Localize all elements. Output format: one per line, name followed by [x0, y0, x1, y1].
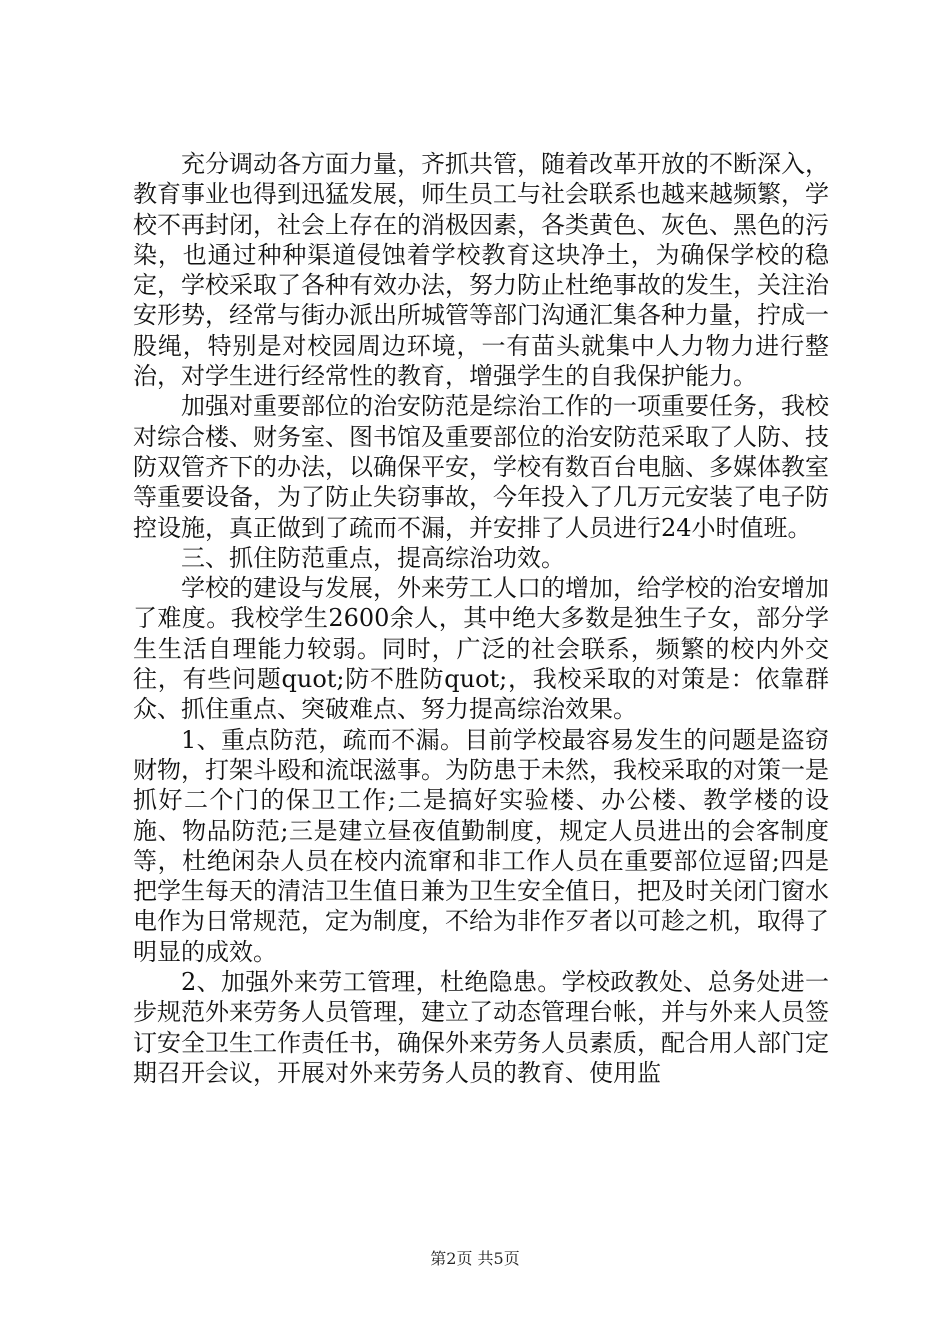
page-number-footer: 第2页 共5页: [430, 1249, 520, 1268]
document-body: [133, 149, 829, 1088]
paragraph-1: 充分调动各方面力量，齐抓共管，随着改革开放的不断深入，教育事业也得到迅猛发展，师生员工与社会联系也越来越频繁，学校不再封闭，社会上存在的消极因素，各类黄色、灰色、黑色的污染，也通过种种渠道侵蚀着学校教育这块净土，为确保学校的稳定，学校采取了各种有效办法，努力防止杜绝事故的发生，关注治安形势，经常与街办派出所城管等部门沟通汇集各种力量，拧成一股绳，特别是对校园周边环境，一有苗头就集中人力物力进行整治，对学生进行经常性的教育，增强学生的自我保护能力。: [133, 150, 829, 391]
paragraph-5: 2、加强外来劳工管理，杜绝隐患。学校政教处、总务处进一步规范外来劳务人员管理，建立了动态管理台帐，并与外来人员签订安全卫生工作责任书，确保外来劳务人员素质，配合用人部门定期召开会议，开展对外来劳务人员的教育、使用监: [133, 968, 829, 1087]
section-heading: 三、抓住防范重点，提高综治功效。: [181, 543, 565, 572]
paragraph-2: 加强对重要部位的治安防范是综治工作的一项重要任务，我校对综合楼、财务室、图书馆及重要部位的治安防范采取了人防、技防双管齐下的办法，以确保平安，学校有数百台电脑、多媒体教室等重要设备，为了防止失窃事故，今年投入了几万元安装了电子防控设施，真正做到了疏而不漏，并安排了人员进行24小时值班。: [133, 392, 829, 542]
paragraph-3: 学校的建设与发展，外来劳工人口的增加，给学校的治安增加了难度。我校学生2600余人，其中绝大多数是独生子女，部分学生生活自理能力较弱。同时，广泛的社会联系，频繁的校内外交往，有些问题quot;防不胜防quot;，我校采取的对策是：依靠群众、抓住重点、突破难点、努力提高综治效果。: [133, 574, 829, 724]
paragraph-4: 1、重点防范，疏而不漏。目前学校最容易发生的问题是盗窃财物，打架斗殴和流氓滋事。为防患于未然，我校采取的对策一是抓好二个门的保卫工作;二是搞好实验楼、办公楼、教学楼的设施、物品防范;三是建立昼夜值勤制度，规定人员进出的会客制度等，杜绝闲杂人员在校内流窜和非工作人员在重要部位逗留;四是把学生每天的清洁卫生值日兼为卫生安全值日，把及时关闭门窗水电作为日常规范，定为制度，不给为非作歹者以可趁之机，取得了明显的成效。: [133, 725, 829, 966]
